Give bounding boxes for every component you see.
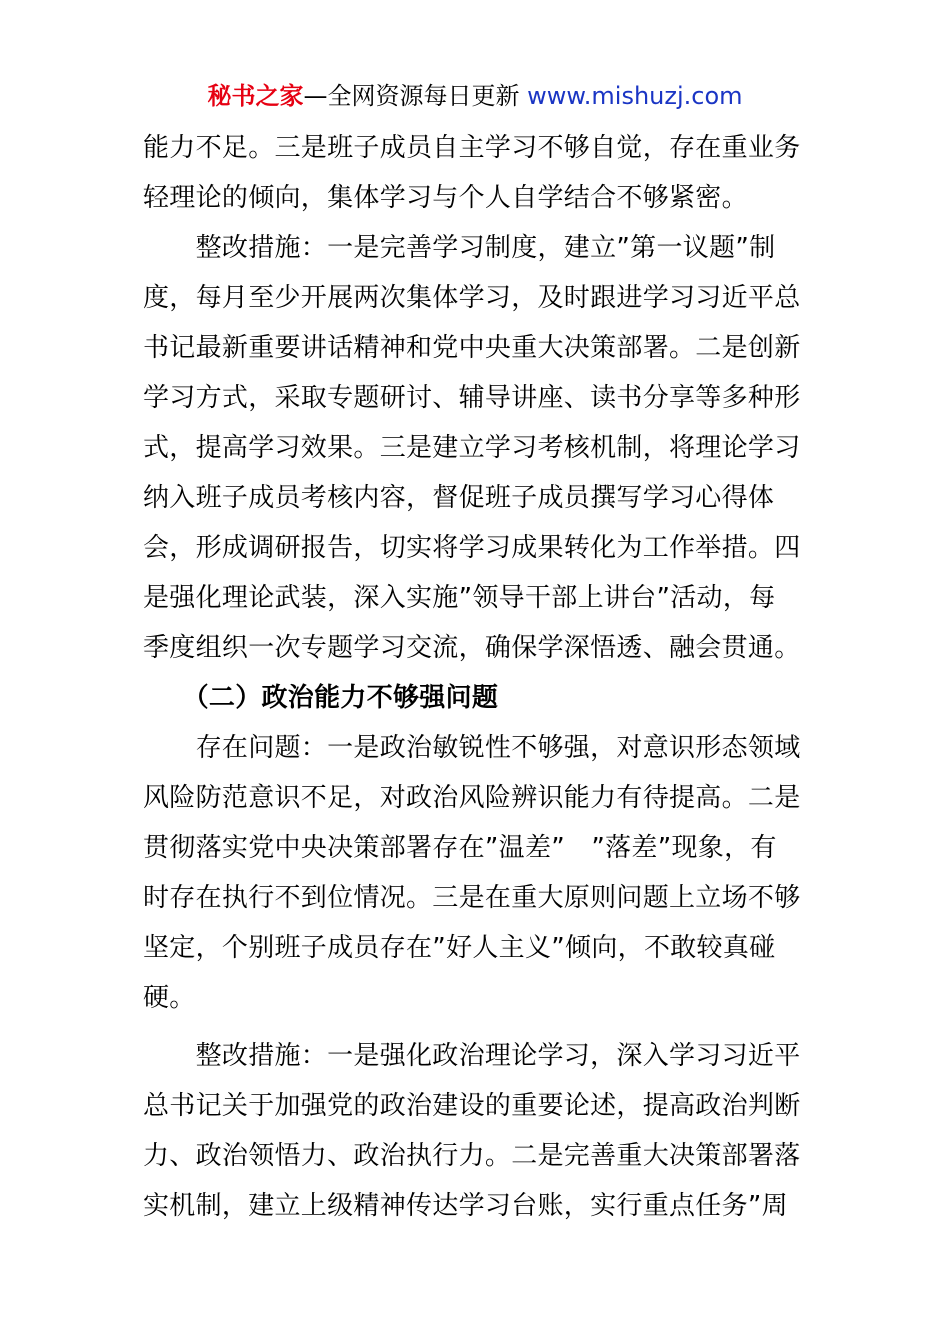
text-line: 整改措施：一是强化政治理论学习，深入学习习近平 — [143, 1041, 801, 1071]
site-header — [0, 79, 950, 113]
text-line: 式，提高学习效果。三是建立学习考核机制，将理论学习 — [143, 433, 801, 463]
text-line: 书记最新重要讲话精神和党中央重大决策部署。二是创新 — [143, 333, 801, 363]
text-line: 学习方式，采取专题研讨、辅导讲座、读书分享等多种形 — [143, 383, 801, 413]
text-line: 硬。 — [143, 983, 196, 1013]
text-line: 坚定，个别班子成员存在”好人主义”倾向，不敢较真碰 — [143, 933, 776, 963]
text-line: 存在问题：一是政治敏锐性不够强，对意识形态领域 — [143, 733, 801, 763]
text-line: 风险防范意识不足，对政治风险辨识能力有待提高。二是 — [143, 783, 801, 813]
text-line: 能力不足。三是班子成员自主学习不够自觉，存在重业务 — [143, 133, 801, 163]
site-brand: 秘书之家 — [207, 82, 304, 110]
text-line: 贯彻落实党中央决策部署存在”温差” ”落差”现象，有 — [143, 833, 777, 863]
text-line: 实机制，建立上级精神传达学习台账，实行重点任务”周 — [143, 1191, 788, 1221]
text-line: 力、政治领悟力、政治执行力。二是完善重大决策部署落 — [143, 1141, 801, 1171]
site-url[interactable]: www.mishuzj.com — [527, 82, 743, 110]
text-line: 季度组织一次专题学习交流，确保学深悟透、融会贯通。 — [143, 633, 801, 663]
text-line: 总书记关于加强党的政治建设的重要论述，提高政治判断 — [143, 1091, 801, 1121]
document-body — [143, 123, 807, 1231]
text-line: 纳入班子成员考核内容，督促班子成员撰写学习心得体 — [143, 483, 775, 513]
text-line: 轻理论的倾向，集体学习与个人自学结合不够紧密。 — [143, 183, 748, 213]
site-tagline: —全网资源每日更新 — [303, 82, 528, 110]
text-line: 是强化理论武装，深入实施”领导干部上讲台”活动，每 — [143, 583, 776, 613]
text-line: 整改措施：一是完善学习制度，建立”第一议题”制 — [143, 233, 776, 263]
text-line: 度，每月至少开展两次集体学习，及时跟进学习习近平总 — [143, 283, 801, 313]
text-line: 时存在执行不到位情况。三是在重大原则问题上立场不够 — [143, 883, 801, 913]
text-line: 会，形成调研报告，切实将学习成果转化为工作举措。四 — [143, 533, 801, 563]
section-heading: （二）政治能力不够强问题 — [143, 683, 499, 713]
